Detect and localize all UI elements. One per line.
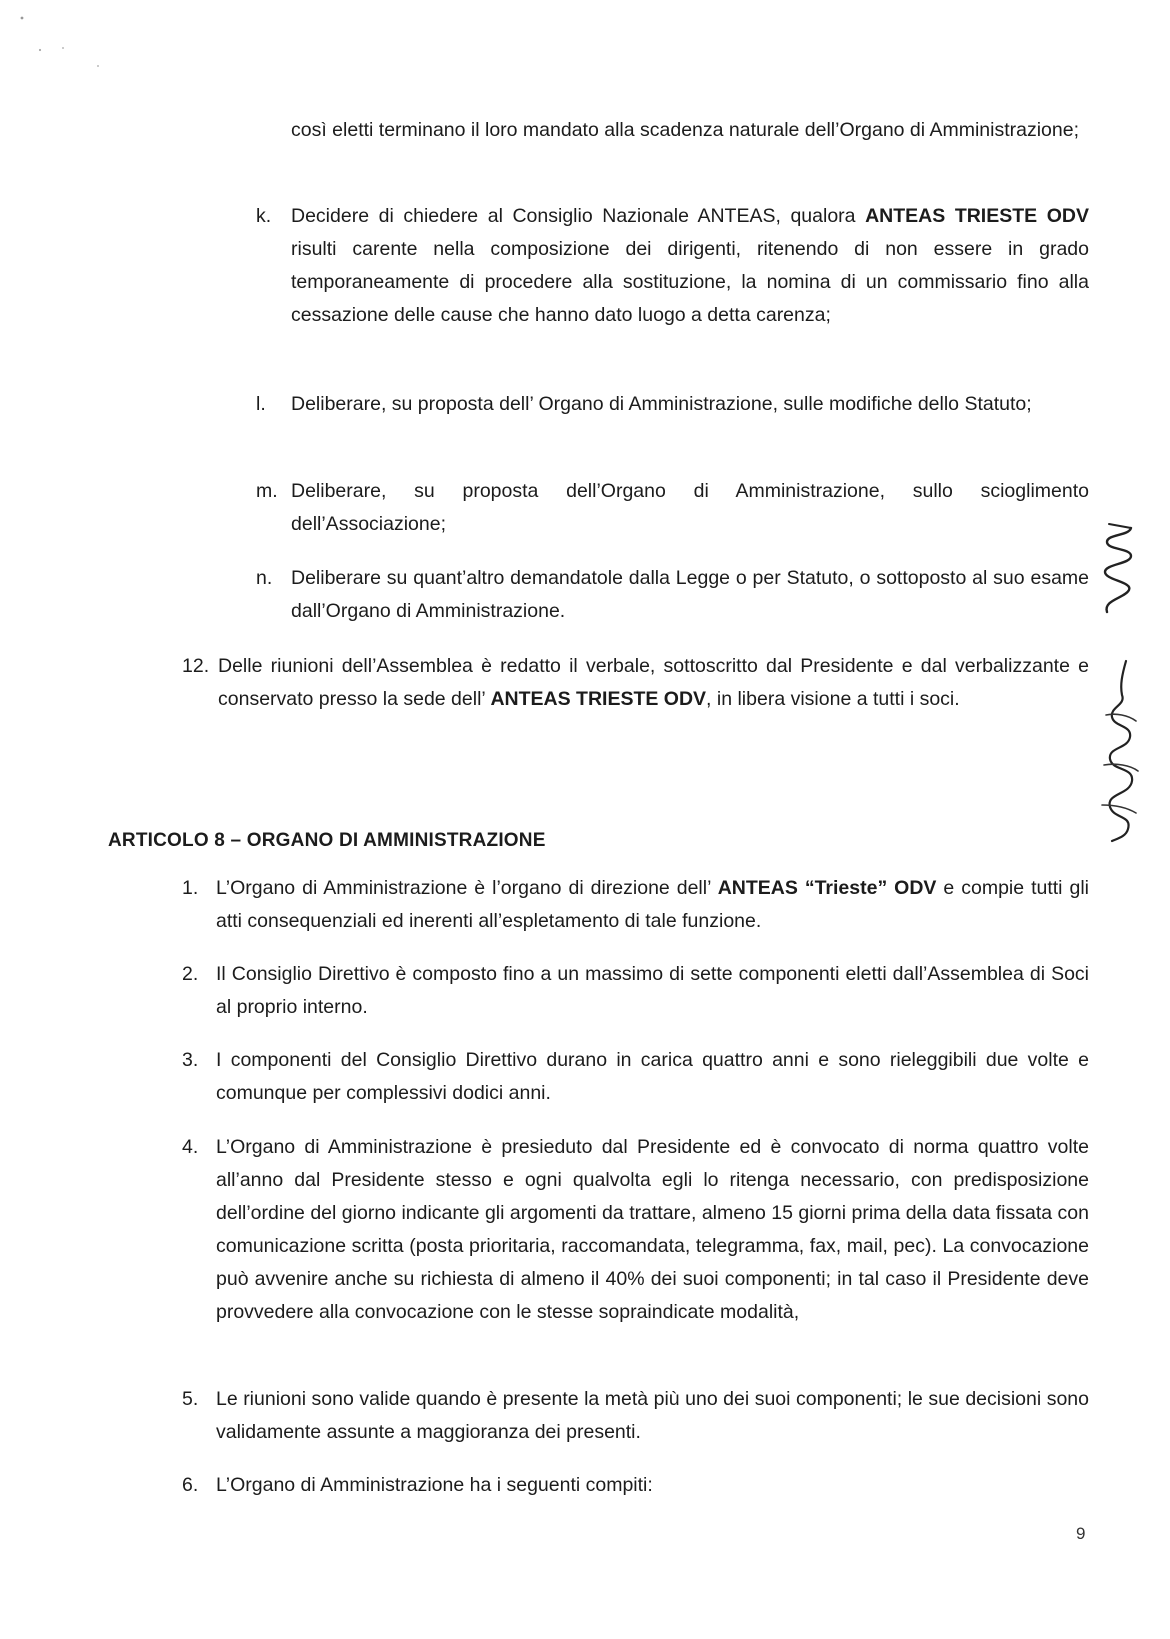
continuation-paragraph: così eletti terminano il loro mandato alla scadenza naturale dell’Organo di Amministrazione; <box>291 119 1079 141</box>
item-m-marker: m. <box>256 480 278 502</box>
item-5-text: Le riunioni sono valide quando è presente la metà più uno dei suoi componenti; le sue decisioni sono validamente assunte a maggioranza dei presenti. <box>216 1388 1089 1443</box>
item-2-marker: 2. <box>182 963 199 985</box>
item-6-text: L’Organo di Amministrazione ha i seguenti compiti: <box>216 1474 653 1496</box>
item-4-marker: 4. <box>182 1136 199 1158</box>
scan-specks <box>0 0 120 80</box>
item-3-text: I componenti del Consiglio Direttivo durano in carica quattro anni e sono rieleggibili due volte e comunque per complessivi dodici anni. <box>216 1049 1089 1104</box>
item-n-marker: n. <box>256 567 273 589</box>
item-1-text: L’Organo di Amministrazione è l’organo di direzione dell’ ANTEAS “Trieste” ODV e compie tutti gli atti consequenziali ed inerenti all’espletamento di tale funzione. <box>216 877 1089 932</box>
signature-initials-mark <box>1095 520 1145 620</box>
page-number: 9 <box>1076 1524 1086 1543</box>
item-m-text: Deliberare, su proposta dell’Organo di Amministrazione, sullo scioglimento dell’Associazione; <box>291 480 1089 535</box>
item-12-marker: 12. <box>182 655 210 677</box>
item-l-marker: l. <box>256 393 266 415</box>
item-1-marker: 1. <box>182 877 199 899</box>
item-6-marker: 6. <box>182 1474 199 1496</box>
item-k-marker: k. <box>256 205 272 227</box>
item-l-text: Deliberare, su proposta dell’ Organo di Amministrazione, sulle modifiche dello Statuto; <box>291 393 1032 415</box>
item-5-marker: 5. <box>182 1388 199 1410</box>
item-12-text: Delle riunioni dell’Assemblea è redatto il verbale, sottoscritto dal Presidente e dal verbalizzante e conservato presso la sede dell’ ANTEAS TRIESTE ODV, in libera visione a tutti i soci. <box>218 655 1089 710</box>
signature-mark <box>1092 655 1152 845</box>
item-n-text: Deliberare su quant’altro demandatole dalla Legge o per Statuto, o sottoposto al suo esame dall’Organo di Amministrazione. <box>291 567 1089 622</box>
item-k-text: Decidere di chiedere al Consiglio Nazionale ANTEAS, qualora ANTEAS TRIESTE ODV risulti carente nella composizione dei dirigenti, ritenendo di non essere in grado temporaneamente di procedere alla sostituzione, la nomina di un commissario fino alla cessazione delle cause che hanno dato luogo a detta carenza; <box>291 205 1089 326</box>
item-3-marker: 3. <box>182 1049 199 1071</box>
item-2-text: Il Consiglio Direttivo è composto fino a un massimo di sette componenti eletti dall’Assemblea di Soci al proprio interno. <box>216 963 1089 1018</box>
item-4-text: L’Organo di Amministrazione è presieduto dal Presidente ed è convocato di norma quattro volte all’anno dal Presidente stesso e ogni qualvolta egli lo ritenga necessario, con predisposizione dell’ordine del giorno indicante gli argomenti da trattare, almeno 15 giorni prima della data fissata con comunicazione scritta (posta prioritaria, raccomandata, telegramma, fax, mail, pec). La convocazione può avvenire anche su richiesta di almeno il 40% dei suoi componenti; in tal caso il Presidente deve provvedere alla convocazione con le stesse sopraindicate modalità, <box>216 1136 1089 1323</box>
article-8-heading: ARTICOLO 8 – ORGANO DI AMMINISTRAZIONE <box>108 830 546 851</box>
